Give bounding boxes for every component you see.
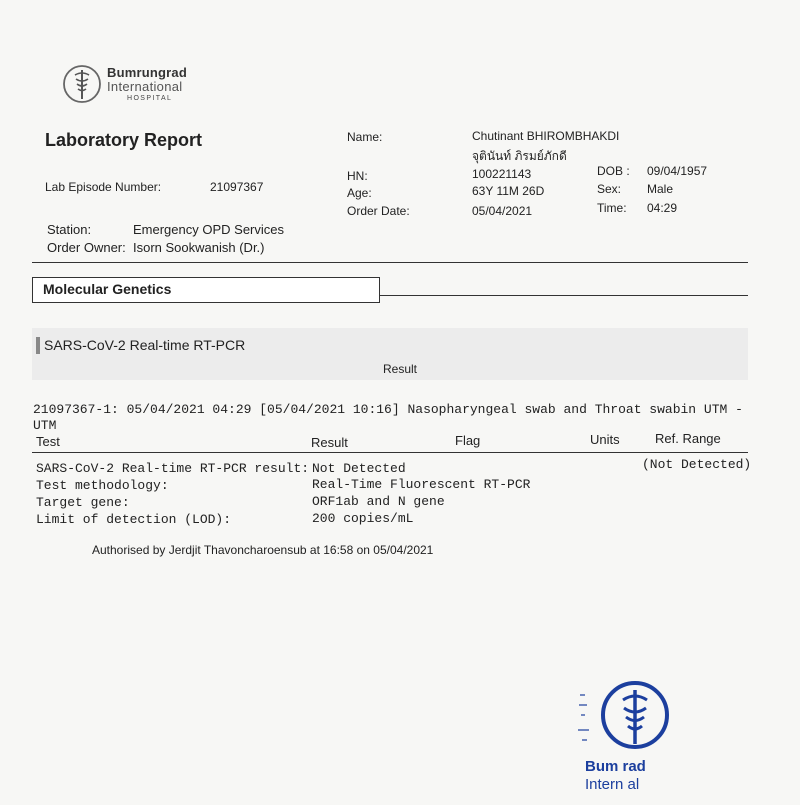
test-panel-title: SARS-CoV-2 Real-time RT-PCR <box>44 337 246 353</box>
authorisation-line: Authorised by Jerdjit Thavoncharoensub at 16:58 on 05/04/2021 <box>92 543 434 557</box>
hn-label: HN: <box>347 169 368 183</box>
section-header <box>32 277 380 303</box>
row-test: Test methodology: <box>36 478 169 493</box>
row-test: Target gene: <box>36 495 130 510</box>
age-value: 63Y 11M 26D <box>472 184 545 198</box>
row-test: SARS-CoV-2 Real-time RT-PCR result: <box>36 461 310 476</box>
specimen-line-2: UTM <box>33 418 57 433</box>
logo-line-1: Bumrungrad <box>107 65 187 80</box>
header-divider <box>32 262 748 263</box>
lab-episode-label: Lab Episode Number: <box>45 180 162 194</box>
section-divider <box>378 295 748 296</box>
hospital-stamp <box>575 670 695 800</box>
sex-value: Male <box>647 182 674 196</box>
time-value: 04:29 <box>647 201 678 215</box>
patient-name-en: Chutinant BHIROMBHAKDI <box>472 129 620 143</box>
order-owner-label: Order Owner: <box>47 240 126 255</box>
col-flag: Flag <box>455 433 481 448</box>
lab-episode-value: 21097367 <box>210 180 264 194</box>
dob-value: 09/04/1957 <box>647 164 708 178</box>
station-value: Emergency OPD Services <box>133 222 284 237</box>
specimen-line-1: 21097367-1: 05/04/2021 04:29 [05/04/2021 10:16] Nasopharyngeal swab and Throat swabin UTM - <box>33 402 743 417</box>
row-result: ORF1ab and N gene <box>312 494 445 509</box>
hn-value: 100221143 <box>472 167 532 181</box>
col-test: Test <box>36 434 60 449</box>
col-units: Units <box>590 432 620 447</box>
col-ref-range: Ref. Range <box>655 431 721 446</box>
row-result: 200 copies/mL <box>312 511 414 526</box>
row-ref: (Not Detected) <box>642 457 752 472</box>
caduceus-icon <box>62 64 102 104</box>
result-header: Result <box>383 362 418 376</box>
stamp-line-1: Bum rad <box>585 758 646 775</box>
dob-label: DOB : <box>597 164 630 178</box>
panel-marker <box>36 337 40 354</box>
row-test: Limit of detection (LOD): <box>36 512 232 527</box>
report-title: Laboratory Report <box>45 130 203 150</box>
section-title: Molecular Genetics <box>43 281 172 297</box>
logo-line-2: International <box>107 79 183 94</box>
station-label: Station: <box>47 222 92 237</box>
logo-line-3: HOSPITAL <box>127 95 173 102</box>
age-label: Age: <box>347 186 372 200</box>
table-header-divider <box>32 452 748 453</box>
sex-label: Sex: <box>597 182 622 196</box>
order-owner-value: Isorn Sookwanish (Dr.) <box>133 240 265 255</box>
row-result: Not Detected <box>312 461 406 476</box>
stamp-line-2: Intern al <box>585 776 640 793</box>
time-label: Time: <box>597 201 627 215</box>
row-result: Real-Time Fluorescent RT-PCR <box>312 477 531 492</box>
patient-name-th: จุตินันท์ ภิรมย์ภักดี <box>472 149 567 163</box>
name-label: Name: <box>347 130 383 144</box>
col-result: Result <box>311 435 348 450</box>
order-date-value: 05/04/2021 <box>472 204 533 218</box>
order-date-label: Order Date: <box>347 204 410 218</box>
